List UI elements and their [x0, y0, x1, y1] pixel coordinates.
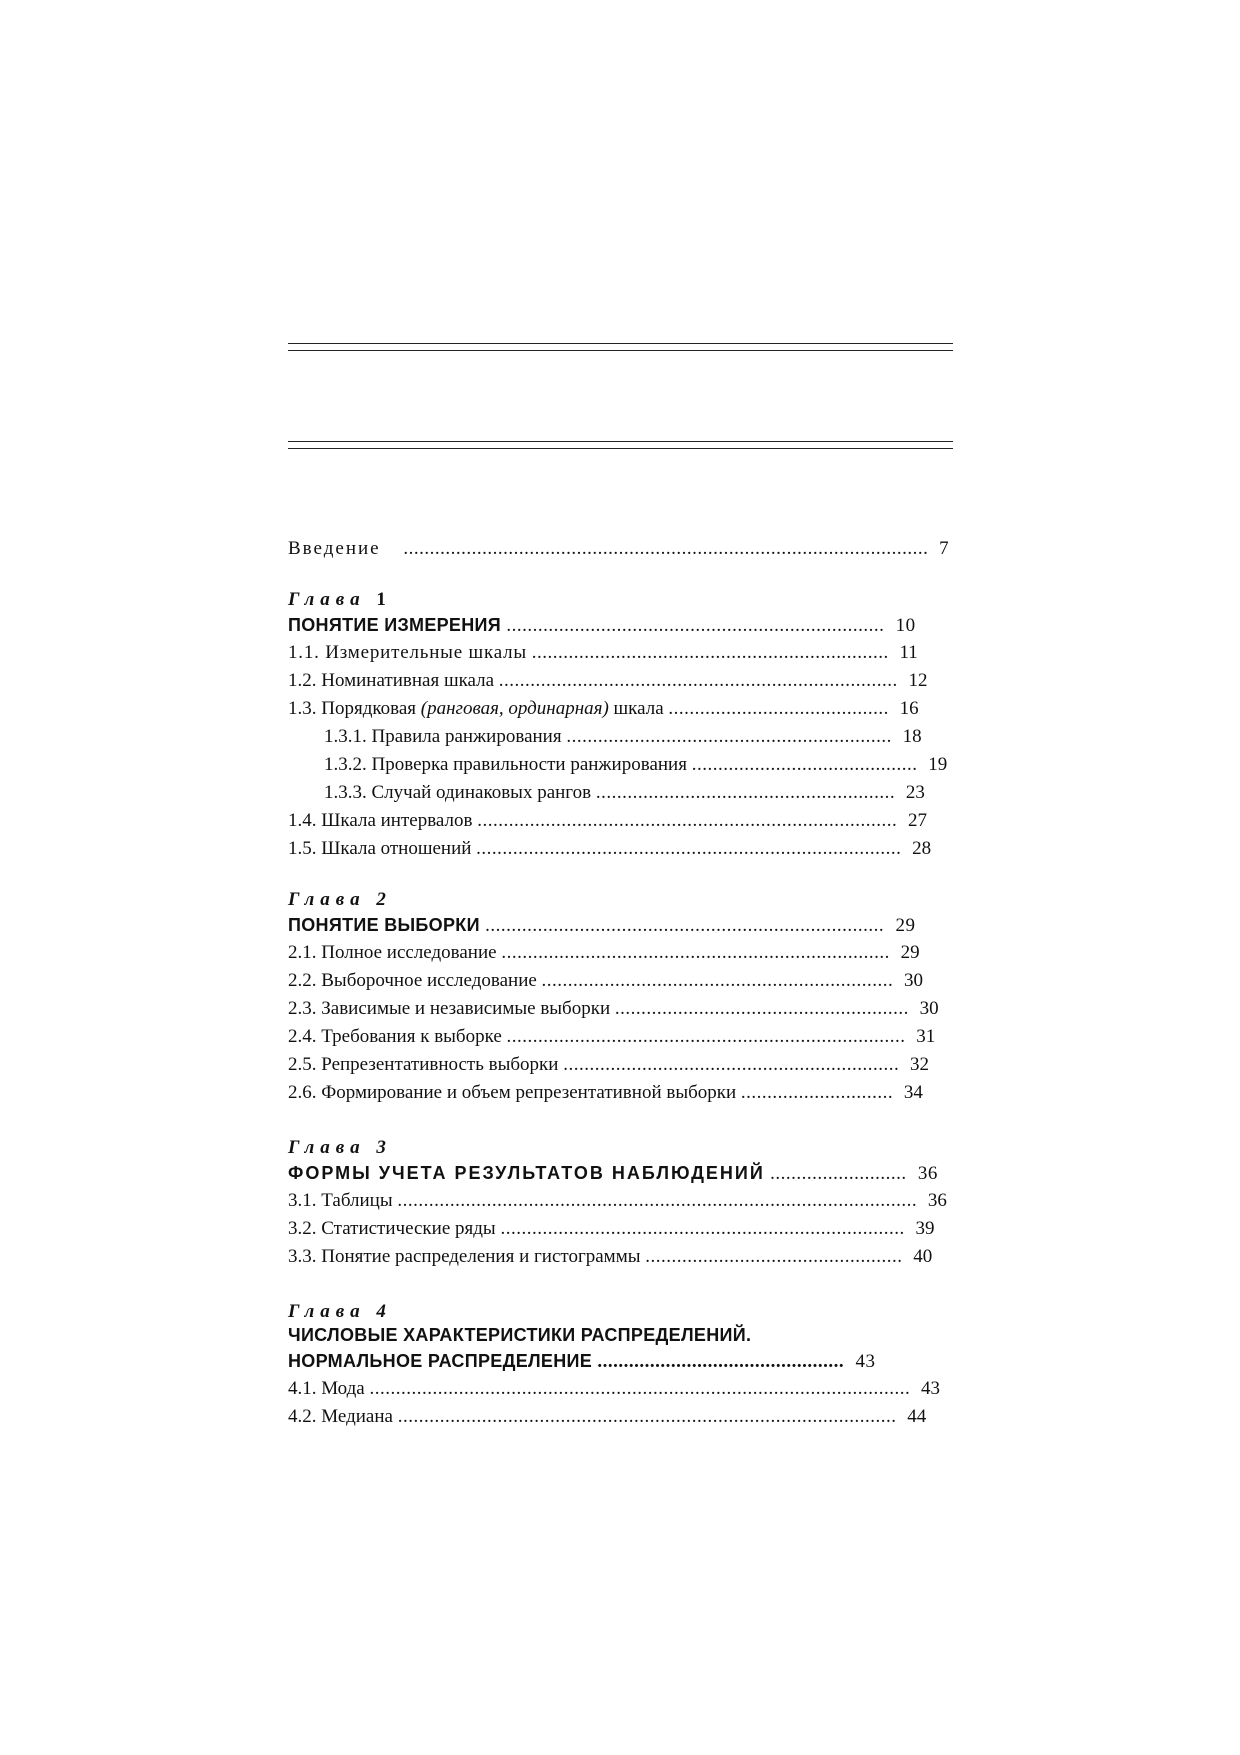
- toc-leader-dots: .................................................................................: [476, 838, 902, 859]
- toc-entry-text: 1.3.2. Проверка правильности ранжирования: [324, 754, 687, 775]
- chapter-label: [288, 1137, 1008, 1159]
- toc-leader-dots: .............................: [740, 1082, 894, 1103]
- toc-leader-dots: ..........................: [770, 1163, 907, 1184]
- toc-entry-text: 3.1. Таблицы: [288, 1190, 393, 1211]
- toc-page-number: 10: [895, 615, 916, 636]
- toc-entry[interactable]: [288, 1215, 1008, 1243]
- toc-page-number: 32: [909, 1054, 929, 1075]
- toc-entry-text: 1.3. Порядковая: [288, 698, 421, 719]
- toc-leader-dots: ...................................................................: [541, 970, 894, 991]
- chapter-title-entry[interactable]: [288, 911, 1008, 939]
- toc-entry[interactable]: [288, 939, 1008, 967]
- toc-entry-intro[interactable]: [288, 535, 1008, 563]
- toc-page-number: 34: [903, 1082, 923, 1103]
- toc-leader-dots: ....................................................................................................: [403, 538, 929, 559]
- toc-entry[interactable]: [288, 1243, 1008, 1271]
- toc-leader-dots: ............................................................................: [498, 670, 898, 691]
- chapter-title-entry[interactable]: [288, 1159, 1008, 1187]
- toc-entry-text: 4.1. Мода: [288, 1378, 365, 1399]
- toc-entry-text: 1.1. Измерительные шкалы: [288, 642, 527, 663]
- toc-leader-dots: ..........................................: [668, 698, 889, 719]
- toc-leader-dots: .........................................................: [595, 782, 896, 803]
- bottom-double-rule: [288, 441, 953, 449]
- toc-entry-text: 3.2. Статистические ряды: [288, 1218, 496, 1239]
- toc-entry-text: 4.2. Медиана: [288, 1406, 393, 1427]
- toc-page-number: 44: [907, 1406, 927, 1427]
- chapter-title-line1: [288, 1323, 1008, 1347]
- toc-entry[interactable]: [288, 1023, 1008, 1051]
- chapter-label: [288, 1301, 1008, 1323]
- rule-line: [288, 448, 953, 449]
- toc-entry-text: 2.1. Полное исследование: [288, 942, 497, 963]
- toc-leader-dots: ....................................................................: [531, 642, 889, 663]
- toc-entry[interactable]: [288, 639, 1008, 667]
- toc-entry[interactable]: [288, 1187, 1008, 1215]
- chapter-number: 2: [376, 889, 386, 910]
- toc-entry-text: 3.3. Понятие распределения и гистограммы: [288, 1246, 641, 1267]
- toc-entry-text: Введение: [288, 538, 381, 559]
- chapter-title: ПОНЯТИЕ ИЗМЕРЕНИЯ: [288, 615, 502, 635]
- toc-leader-dots: .................................................: [645, 1246, 903, 1267]
- toc-page-number: 36: [917, 1163, 938, 1184]
- toc-page-number: 18: [902, 726, 922, 747]
- toc-entry[interactable]: [288, 667, 1008, 695]
- chapter-title: ЧИСЛОВЫЕ ХАРАКТЕРИСТИКИ РАСПРЕДЕЛЕНИЙ.: [288, 1325, 752, 1345]
- toc-entry[interactable]: [288, 807, 1008, 835]
- chapter-label: [288, 889, 1008, 911]
- rule-line: [288, 350, 953, 351]
- toc-entry-text: 1.2. Номинативная шкала: [288, 670, 495, 691]
- toc-page-number: 43: [855, 1351, 876, 1372]
- toc-page-number: 7: [939, 538, 949, 559]
- toc-page-number: 11: [899, 642, 918, 663]
- chapter-word: Глава: [288, 889, 366, 910]
- chapter-title-entry[interactable]: [288, 1347, 1008, 1375]
- toc-page-number: 19: [928, 754, 948, 775]
- toc-entry[interactable]: [288, 1403, 1008, 1431]
- toc-entry-text: шкала: [608, 698, 664, 719]
- chapter-number: 3: [376, 1137, 386, 1158]
- top-double-rule: [288, 343, 953, 351]
- toc-entry-text: 2.4. Требования к выборке: [288, 1026, 502, 1047]
- rule-line: [288, 441, 953, 442]
- toc-entry-text-italic: (ранговая, ординарная): [420, 698, 609, 719]
- toc-entry[interactable]: [288, 835, 1008, 863]
- toc-leader-dots: ................................................................: [563, 1054, 900, 1075]
- toc-leader-dots: ................................................................................: [477, 810, 898, 831]
- toc-page-number: 36: [927, 1190, 947, 1211]
- toc-page-number: 28: [912, 838, 932, 859]
- chapter-title: ПОНЯТИЕ ВЫБОРКИ: [288, 915, 480, 935]
- chapter-title: ФОРМЫ УЧЕТА РЕЗУЛЬТАТОВ НАБЛЮДЕНИЙ: [288, 1163, 765, 1183]
- toc-entry-text: 1.5. Шкала отношений: [288, 838, 472, 859]
- chapter-title: НОРМАЛЬНОЕ РАСПРЕДЕЛЕНИЕ: [288, 1351, 593, 1371]
- chapter-number: 4: [376, 1301, 386, 1322]
- toc-page-number: 39: [915, 1218, 935, 1239]
- toc-page-number: 40: [913, 1246, 933, 1267]
- toc-entry-text: 2.6. Формирование и объем репрезентативной выборки: [288, 1082, 737, 1103]
- toc-entry-text: 2.5. Репрезентативность выборки: [288, 1054, 559, 1075]
- toc-page-number: 12: [908, 670, 928, 691]
- toc-page-number: 30: [904, 970, 924, 991]
- toc-leader-dots: ...............................................................................................: [397, 1406, 897, 1427]
- toc-page-number: 30: [919, 998, 939, 1019]
- toc-page-number: 23: [905, 782, 925, 803]
- toc-entry-text: 1.4. Шкала интервалов: [288, 810, 473, 831]
- toc-leader-dots: ...........................................: [691, 754, 918, 775]
- toc-page-number: 16: [899, 698, 919, 719]
- toc-entry-text: 2.2. Выборочное исследование: [288, 970, 537, 991]
- toc-leader-dots: ...............................................: [597, 1351, 845, 1372]
- toc-entry-text: 2.3. Зависимые и независимые выборки: [288, 998, 611, 1019]
- toc-leader-dots: ............................................................................: [506, 1026, 906, 1047]
- rule-line: [288, 343, 953, 344]
- toc-entry[interactable]: [288, 695, 1008, 723]
- toc-leader-dots: ..........................................................................: [501, 942, 890, 963]
- toc-subentry[interactable]: [288, 751, 1008, 779]
- toc-entry[interactable]: [288, 1051, 1008, 1079]
- chapter-number: 1: [376, 589, 386, 610]
- toc-leader-dots: ...................................................................................................: [397, 1190, 918, 1211]
- chapter-label: [288, 589, 1008, 611]
- toc-entry-text: 1.3.1. Правила ранжирования: [324, 726, 562, 747]
- chapter-word: Глава: [288, 589, 366, 610]
- toc-leader-dots: .......................................................................................................: [369, 1378, 911, 1399]
- toc-page-number: 29: [900, 942, 920, 963]
- toc-subentry[interactable]: [288, 779, 1008, 807]
- toc-entry[interactable]: [288, 967, 1008, 995]
- toc-entry-text: 1.3.3. Случай одинаковых рангов: [324, 782, 592, 803]
- toc-leader-dots: ........................................................................: [506, 615, 885, 636]
- toc-leader-dots: ..............................................................: [566, 726, 892, 747]
- toc-page-number: 31: [916, 1026, 936, 1047]
- toc-leader-dots: .............................................................................: [500, 1218, 905, 1239]
- chapter-word: Глава: [288, 1137, 366, 1158]
- toc-page-number: 43: [920, 1378, 940, 1399]
- toc-page-number: 27: [907, 810, 927, 831]
- toc-subentry[interactable]: [288, 723, 1008, 751]
- toc-leader-dots: ............................................................................: [485, 915, 885, 936]
- toc-leader-dots: ........................................................: [614, 998, 909, 1019]
- toc-entry[interactable]: [288, 1375, 1008, 1403]
- toc-entry[interactable]: [288, 1079, 1008, 1107]
- toc-entry[interactable]: [288, 995, 1008, 1023]
- toc-page-number: 29: [895, 915, 916, 936]
- chapter-title-entry[interactable]: [288, 611, 1008, 639]
- chapter-word: Глава: [288, 1301, 366, 1322]
- table-of-contents: [288, 535, 1008, 1431]
